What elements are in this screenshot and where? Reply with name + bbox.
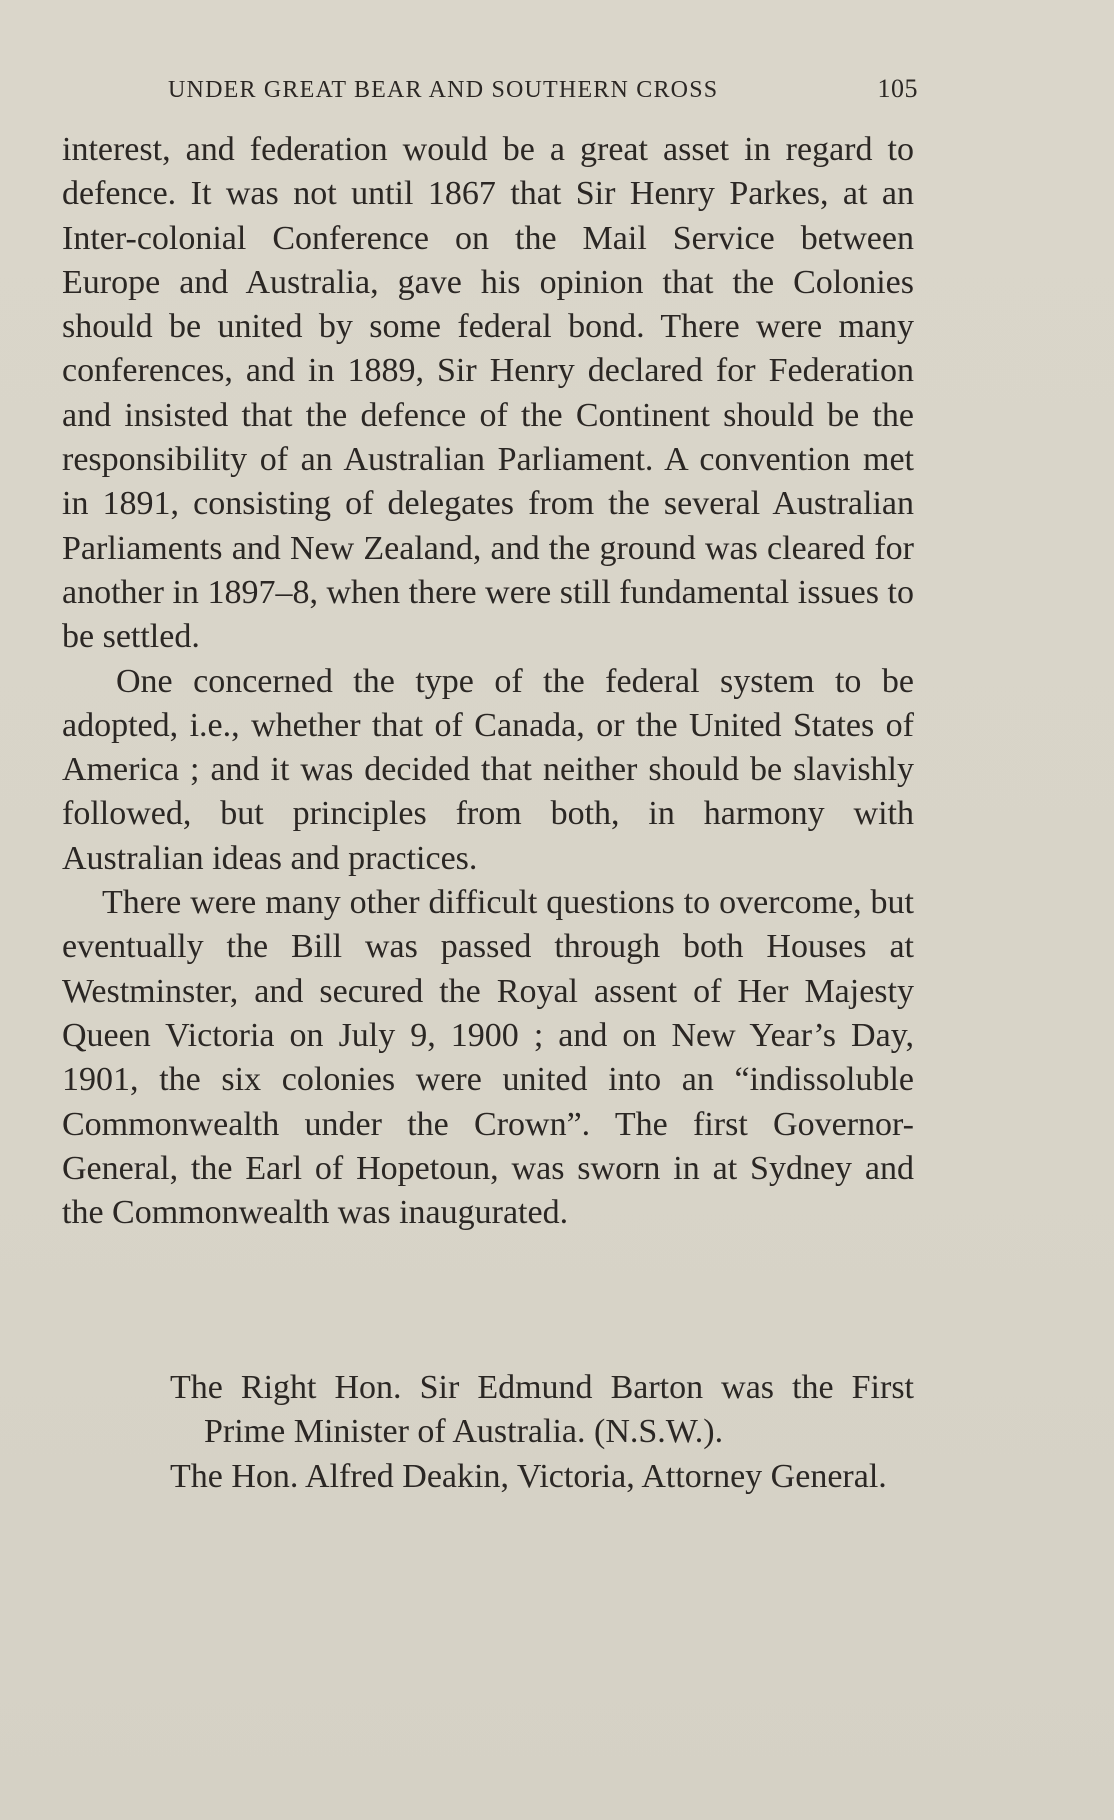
page-number: 105 bbox=[877, 74, 918, 103]
paragraph-continuation: interest, and federation would be a great asset in regard to defence. It was not until 1867 that Sir Henry Parkes, at an Inter-colonial Conference on the Mail Service between Europe and Australia, gave his opinion that the Colonies should be united by some federal bond. There were many conferences, and in 1889, Sir Henry declared for Federation and insisted that the defence of the Continent should be the responsibility of an Australian Parliament. A convention met in 1891, consisting of delegates from the several Australian Parliaments and New Zealand, and the ground was cleared for another in 1897–8, when there were still fundamental issues to be settled. bbox=[62, 131, 914, 656]
plate-captions bbox=[170, 1366, 914, 1499]
paragraph-federal-system: One concerned the type of the federal system to be adopted, i.e., whether that of Canada, or the United States of America ; and it was decided that neither should be slavishly followed, but principles from both, in harmony with Australian ideas and practices. bbox=[62, 662, 914, 877]
caption-barton: The Right Hon. Sir Edmund Barton was the First Prime Minister of Australia. (N.S.W.). bbox=[170, 1369, 914, 1451]
running-head bbox=[168, 74, 918, 108]
paragraph-commonwealth: There were many other difficult questions to overcome, but eventually the Bill was passed through both Houses at Westminster, and secured the Royal assent of Her Majesty Queen Victoria on July 9, 1900 ; and on New Year’s Day, 1901, the six colonies were united into an “indissoluble Commonwealth under the Crown”. The first Governor-General, the Earl of Hopetoun, was sworn in at Sydney and the Commonwealth was inaugurated. bbox=[62, 884, 914, 1232]
body-text bbox=[62, 128, 914, 1235]
running-head-title: UNDER GREAT BEAR AND SOUTHERN CROSS bbox=[168, 77, 719, 103]
caption-deakin: The Hon. Alfred Deakin, Victoria, Attorney General. bbox=[170, 1457, 887, 1495]
